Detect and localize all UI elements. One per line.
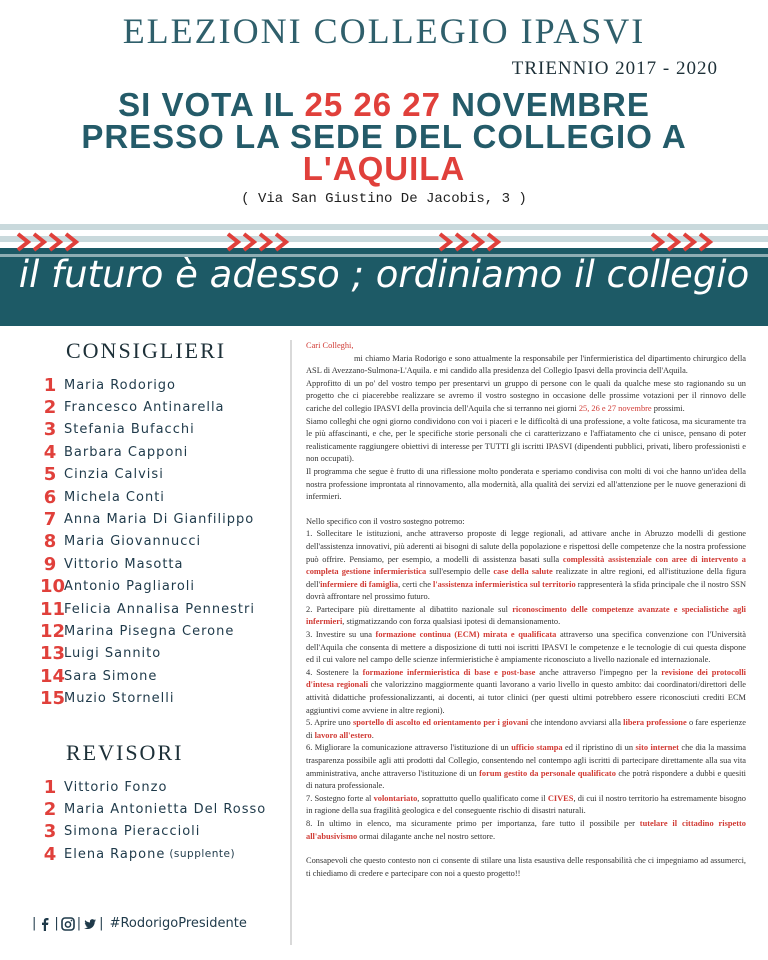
triennio-label: TRIENNIO 2017 - 2020 <box>511 58 718 79</box>
candidate-name: Sara Simone <box>64 668 158 684</box>
text: , stigmatizzando con forza qualsiasi ipotesi di demansionamento. <box>342 617 561 627</box>
vote-dates: 25 26 27 <box>304 86 442 123</box>
highlight: CIVES <box>547 793 574 803</box>
text: , certi che <box>398 579 434 589</box>
text: . <box>371 730 374 740</box>
program-item <box>306 818 746 843</box>
candidate-name: Maria Giovannucci <box>64 534 202 550</box>
candidate-name: Vittorio Fonzo <box>64 779 168 795</box>
list-item <box>40 776 275 798</box>
separator: | <box>99 916 104 931</box>
list-item <box>40 441 275 463</box>
facebook-icon[interactable] <box>38 917 52 931</box>
candidate-number: 13 <box>40 643 66 665</box>
list-item <box>40 553 275 575</box>
highlight: formazione infermieristica di base e post-base <box>362 667 536 677</box>
text: 3. Investire su una <box>306 630 376 640</box>
highlight: infermiere di famiglia <box>320 579 399 589</box>
slogan: il futuro è adesso ; ordiniamo il collegio <box>18 253 750 296</box>
letter-paragraph <box>306 353 746 378</box>
text: 2. Partecipare più direttamente al dibattito nazionale sul <box>306 604 513 614</box>
list-item <box>40 843 275 865</box>
text: Approfitto di un po' del vostro tempo per presentarvi un gruppo di persone con le quali da qualche mese sto ragionando su un progetto che ci piacerebbe realizzare se avremo il vostro sostegno in occasione delle prossime votazioni per il rinnovo delle cariche del collegio IPASVI della provincia dell'Aquila che si terranno nei giorni <box>306 378 746 413</box>
text: mi chiamo Maria Rodorigo e sono attualmente la responsabile per l'infermieristica del dipartimento chirurgico della ASL di Avezzano-Sulmona-L'Aquila. e mi candido alla presidenza del Collegio Ipasvi della provincia dell'Aquila. <box>306 353 746 376</box>
program-item <box>306 742 746 792</box>
highlight: formazione continua (ECM) mirata e qualificata <box>375 630 557 640</box>
vote-dates-headline <box>0 88 768 122</box>
highlight: lavoro all'estero <box>314 730 372 740</box>
text: realizzate in altre regioni, ed all'istituzione della figura dell' <box>306 567 746 589</box>
candidates-column <box>40 338 275 865</box>
candidate-name: Muzio Stornelli <box>64 691 175 707</box>
headline-text: SI VOTA IL <box>118 86 305 123</box>
candidate-name: Barbara Capponi <box>64 444 189 460</box>
candidate-number: 1 <box>43 374 57 396</box>
letter-intro: Nello specifico con il vostro sostegno potremo: <box>306 516 465 526</box>
highlight: riconoscimento delle competenze avanzate e specialistiche agli infermieri <box>306 604 746 627</box>
program-item <box>306 717 746 742</box>
candidate-name: Stefania Bufacchi <box>64 422 195 438</box>
candidate-name: Vittorio Masotta <box>64 556 184 572</box>
salutation: Cari Colleghi, <box>306 341 354 350</box>
text: prossimi. <box>651 403 685 413</box>
main-title: ELEZIONI COLLEGIO IPASVI <box>122 11 646 51</box>
program-item <box>306 793 746 818</box>
text: o fare esperienze di <box>306 718 746 740</box>
separator: | <box>76 916 82 931</box>
revisori-list <box>40 776 275 866</box>
text: che dia la massima trasparenza possibile agli atti prodotti dal Collegio, consentendo nel contempo agli iscritti di partecipare direttamente alla sua vita amministrativa, anche attraverso l'istituzione di un <box>306 743 746 778</box>
highlight: sito internet <box>635 743 679 753</box>
candidate-number: 3 <box>43 419 57 441</box>
letter-paragraph <box>306 378 746 416</box>
social-footer <box>32 916 247 931</box>
text: rappresenterà la sfida principale che il nostro SSN dovrà affrontare nel prossimo futuro. <box>306 579 746 602</box>
vote-location-headline: PRESSO LA SEDE DEL COLLEGIO A <box>81 118 687 155</box>
list-item <box>40 508 275 530</box>
highlight: sportello di ascolto ed orientamento per i giovani <box>353 718 529 728</box>
list-item <box>40 821 275 843</box>
candidate-name: Michela Conti <box>64 489 165 505</box>
candidate-number: 11 <box>40 598 66 620</box>
list-item <box>40 598 275 620</box>
candidate-number: 8 <box>43 531 57 553</box>
candidate-number: 10 <box>40 576 66 598</box>
list-item <box>40 576 275 598</box>
candidate-letter <box>306 340 746 880</box>
list-item <box>40 419 275 441</box>
candidate-name: Felicia Annalisa Pennestri <box>64 601 255 617</box>
text: che valorizzino maggiormente quanti lavorano a vario livello in questo ambito: dai coordinatori/direttori delle attività didattiche professionalizzanti, ai docenti, ai tutor clinici (per questi ultimi potrebbero essere riconosciuti crediti ECM aggiuntivi come avviene in altre regioni). <box>306 680 747 715</box>
program-item <box>306 528 746 604</box>
instagram-icon[interactable] <box>61 917 75 931</box>
candidate-number: 2 <box>43 798 57 820</box>
letter-closing: Consapevoli che questo contesto non ci consente di stilare una lista esaustiva delle responsabilità che ci impegniamo ad assumerci, ti chiediamo di credere e partecipare con noi a questo progetto!! <box>306 856 746 878</box>
list-item <box>40 665 275 687</box>
text: che intendono avviarsi alla <box>528 718 624 728</box>
text: 7. Sostegno forte al <box>306 793 374 803</box>
candidate-number: 3 <box>43 821 57 843</box>
candidate-number: 1 <box>43 776 57 798</box>
candidate-name: Simona Pieraccioli <box>64 824 201 840</box>
candidate-name: Elena Rapone <box>64 846 166 862</box>
text: 6. Migliorare la comunicazione attraverso l'istituzione di un <box>306 743 512 753</box>
text: 5. Aprire uno <box>306 718 353 728</box>
candidate-number: 5 <box>43 464 57 486</box>
candidate-number: 14 <box>40 665 66 687</box>
list-item <box>40 798 275 820</box>
list-item <box>40 464 275 486</box>
candidate-name: Maria Antonietta Del Rosso <box>64 801 267 817</box>
text: 1. Sollecitare le istituzioni, anche attraverso proposte di legge regionali, ad attivare anche in Abruzzo modelli di gestione dell'assistenza innovativi, più aderenti ai bisogni di salute della popolazione e rispettosi delle competenze che la nostra professione può offrire. Pensiamo, per esempio, a modelli di assistenza basati sulla <box>306 529 746 564</box>
highlight: complessità assistenziale con aree di intervento a completa gestione infermieristica <box>306 554 746 577</box>
separator: | <box>54 916 59 931</box>
candidate-number: 7 <box>43 509 57 531</box>
candidate-name: Anna Maria Di Gianfilippo <box>64 512 255 528</box>
highlight: ufficio stampa <box>511 743 563 753</box>
separator: | <box>32 916 37 931</box>
text: 8. In ultimo in elenco, ma sicuramente primo per importanza, fare tutto il possibile per <box>306 818 640 828</box>
candidate-name: Antonio Pagliaroli <box>64 579 196 595</box>
candidate-number: 4 <box>43 843 57 865</box>
highlight: tutelare il cittadino rispetto all'abusivismo <box>306 818 746 841</box>
program-item <box>306 629 746 667</box>
letter-paragraph: Siamo colleghi che ogni giorno condividono con voi i piaceri e le difficoltà di una professione, a volte faticosa, ma sicuramente tra le più affascinanti, e che, per le specifiche storie personali che ci caratterizzano e l'affiatamento che ci unisce, pensano di poter realisticamente raggiungere obiettivi di interesse per TUTTI gli iscritti IPASVI (dipendenti pubblici, privati, libero professionisti e non occupati). <box>306 416 746 464</box>
candidate-name: Marina Pisegna Cerone <box>64 623 235 639</box>
candidate-name: Maria Rodorigo <box>64 377 177 393</box>
headline-month: NOVEMBRE <box>441 86 650 123</box>
list-item <box>40 687 275 709</box>
list-item <box>40 486 275 508</box>
list-item <box>40 531 275 553</box>
vote-dates: 25, 26 e 27 novembre <box>578 403 652 413</box>
list-item <box>40 396 275 418</box>
text: ormai dilagante anche nel nostro settore. <box>357 831 496 841</box>
program-item <box>306 667 746 717</box>
consiglieri-list <box>40 374 275 710</box>
list-item <box>40 643 275 665</box>
consiglieri-title: CONSIGLIERI <box>66 338 227 363</box>
text: , di cui il nostro territorio ha estremamente bisogno in ragione della sua fragilità geologica e del conseguente rischio di disastri naturali. <box>306 793 746 816</box>
highlight: libera professione <box>623 718 687 728</box>
highlight: forum gestito da personale qualificato <box>479 768 616 778</box>
candidate-number: 9 <box>43 553 57 575</box>
highlight: l'assistenza infermieristica sul territorio <box>433 579 576 589</box>
candidate-name: Cinzia Calvisi <box>64 467 164 483</box>
candidate-name: Luigi Sannito <box>64 646 162 662</box>
list-item <box>40 374 275 396</box>
address: ( Via San Giustino De Jacobis, 3 ) <box>241 191 527 207</box>
highlight: volontariato <box>373 793 418 803</box>
list-item <box>40 620 275 642</box>
candidate-number: 2 <box>43 397 57 419</box>
highlight: revisione dei protocolli d'intesa regionali <box>306 667 747 690</box>
candidate-number: 6 <box>43 486 57 508</box>
letter-paragraph: Il programma che segue è frutto di una riflessione molto ponderata e speriamo condivisa con molti di voi che hanno un'idea della nostra professione improntata al rinnovamento, alla modernità, alla qualità dei servizi ed all'attenzione per le nuove generazioni di infermieri. <box>306 466 746 502</box>
candidate-number: 4 <box>43 441 57 463</box>
text: 4. Sostenere la <box>306 667 363 677</box>
candidate-name: Francesco Antinarella <box>64 400 225 416</box>
revisori-title: REVISORI <box>66 739 184 765</box>
highlight: case della salute <box>493 567 553 577</box>
column-divider <box>290 340 292 945</box>
city-headline <box>0 152 768 186</box>
text: , soprattutto quello qualificato come il <box>417 793 548 803</box>
candidate-number: 12 <box>40 620 66 642</box>
text: attraverso una specifica convenzione con l'Università dell'Aquila che consenta di mettere a disposizione di tutti noi iscritti IPASVI le competenze e le tecnologie di cui questa dispone ed il cui valore nel campo delle scienze infermieristiche è ampiamente riconosciuto a livello nazionale ed internazionale. <box>306 630 746 665</box>
text: ed il ripristino di un <box>562 743 636 753</box>
program-item <box>306 604 746 629</box>
hashtag[interactable]: #RodorigoPresidente <box>109 916 247 931</box>
text: anche attraverso l'impegno per la <box>535 667 662 677</box>
text: sull'esempio delle <box>426 567 494 577</box>
city-name: L'AQUILA <box>302 150 466 187</box>
twitter-icon[interactable] <box>83 917 97 931</box>
candidate-note: (supplente) <box>169 848 236 861</box>
candidate-number: 15 <box>40 688 66 710</box>
text: che potrà rispondere a dubbi e quesiti di natura professionale. <box>306 768 746 791</box>
